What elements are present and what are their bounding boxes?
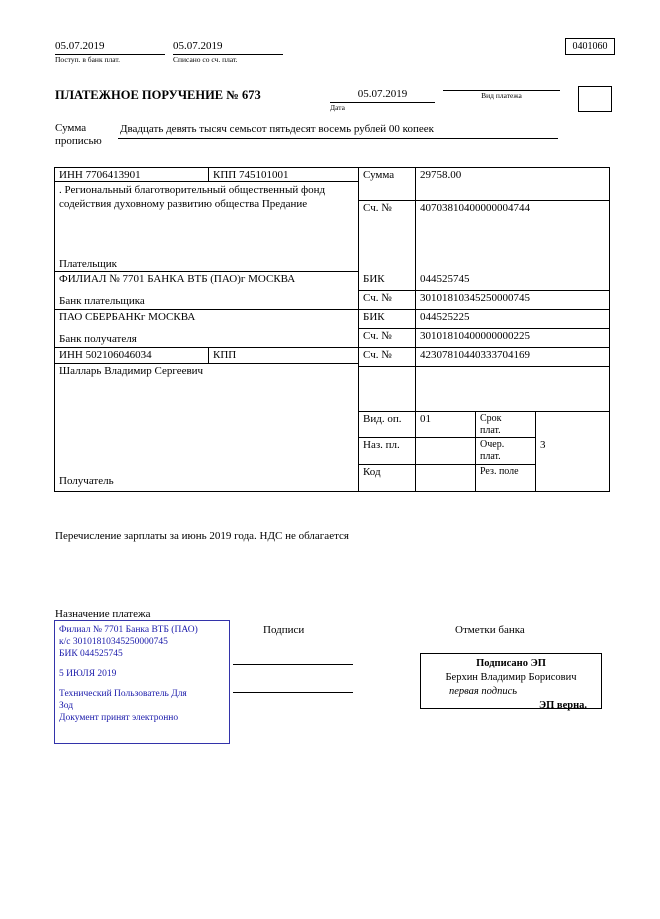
doc-date-block	[330, 88, 435, 112]
payee-bank-caption-cell	[54, 332, 358, 348]
payee-bik-label: БИК	[363, 311, 385, 323]
payee-caption: Получатель	[59, 475, 114, 487]
spacer-left-2	[358, 367, 416, 411]
received-date-value: 05.07.2019	[55, 40, 105, 52]
payer-bik-value: 044525745	[420, 273, 470, 285]
payee-inn-cell	[54, 348, 208, 364]
form-code-box: 0401060	[565, 38, 615, 55]
purpose-code-value-cell	[416, 438, 476, 465]
payee-bank-caption: Банк получателя	[59, 333, 137, 345]
payee-account-value: 42307810440333704169	[420, 349, 530, 361]
code-value-cell	[416, 465, 476, 492]
payee-account-label-cell	[358, 348, 416, 367]
op-type-value: 01	[420, 413, 431, 425]
queue-value-cell	[536, 438, 610, 465]
amount-value: 29758.00	[420, 169, 462, 181]
amount-words-underline	[118, 138, 558, 139]
stamp-line-3: БИК 044525745	[59, 649, 123, 659]
signatures-label: Подписи	[263, 624, 305, 636]
code-label-cell	[358, 465, 416, 492]
payee-name-value: Шалларь Владимир Сергеевич	[59, 365, 204, 377]
doc-date-label: Дата	[330, 103, 345, 112]
payee-bik-value: 044525225	[420, 311, 470, 323]
op-type-label: Вид. оп.	[363, 413, 402, 425]
payer-bank-caption: Банк плательщика	[59, 295, 145, 307]
payer-caption-cell	[54, 257, 358, 272]
payer-account-value-cell	[416, 200, 610, 222]
term-label-l1: Срок	[480, 413, 502, 424]
spacer-right-2	[416, 367, 610, 411]
term-value-cell	[536, 411, 610, 438]
payer-account-label-cell	[358, 200, 416, 222]
payer-bik-label: БИК	[363, 273, 385, 285]
payer-inn-value: 7706413901	[85, 169, 141, 181]
signature-line-2	[233, 692, 353, 693]
purpose-code-label-cell	[358, 438, 416, 465]
amount-label: Сумма	[363, 169, 395, 181]
amount-words-label-l1: Сумма	[55, 122, 87, 134]
ep-line-1: Подписано ЭП	[476, 658, 546, 669]
purpose-label: Назначение платежа	[55, 608, 151, 620]
op-type-label-cell	[358, 411, 416, 438]
pay-type-label: Вид платежа	[481, 91, 522, 100]
ep-line-2: Берхин Владимир Борисович	[445, 672, 577, 683]
payee-corr-label-cell	[358, 329, 416, 348]
amount-words-label-l2: прописью	[55, 135, 102, 147]
payer-corr-value-cell	[416, 291, 610, 310]
queue-label-l1: Очер.	[480, 439, 505, 450]
payer-corr-value: 30101810345250000745	[420, 292, 530, 304]
payee-kpp-cell	[208, 348, 358, 364]
payer-inn-label: ИНН	[59, 169, 83, 181]
spacer-left-1	[358, 222, 416, 272]
payee-caption-cell	[54, 474, 358, 492]
payee-corr-value-cell	[416, 329, 610, 348]
spacer-right-1	[416, 222, 610, 272]
payer-account-value: 40703810400000004744	[420, 202, 530, 214]
payee-name-cell	[54, 364, 358, 474]
bank-marks-label: Отметки банка	[455, 624, 525, 636]
queue-label-cell	[476, 438, 536, 465]
amount-words-label	[55, 122, 115, 148]
writtenoff-date-block	[173, 40, 283, 64]
payer-kpp-label: КПП	[213, 169, 237, 181]
payee-bik-value-cell	[416, 310, 610, 329]
payee-inn-label: ИНН	[59, 349, 83, 361]
payee-bik-label-cell	[358, 310, 416, 329]
payer-inn-cell	[54, 167, 208, 182]
term-label-l2: плат.	[480, 425, 501, 436]
electronic-signature-box	[420, 653, 602, 709]
payee-account-label: Сч. №	[363, 349, 392, 361]
doc-date-value: 05.07.2019	[357, 88, 408, 100]
stamp-line-4: 5 ИЮЛЯ 2019	[59, 669, 117, 679]
queue-label-l2: плат.	[480, 451, 501, 462]
stamp-line-1: Филиал № 7701 Банка ВТБ (ПАО)	[59, 625, 198, 635]
queue-value: 3	[540, 439, 546, 451]
amount-value-cell	[416, 167, 610, 200]
payer-bik-label-cell	[358, 272, 416, 291]
payee-corr-value: 30101810400000000225	[420, 330, 530, 342]
reserve-value-cell	[536, 465, 610, 492]
payer-corr-label: Сч. №	[363, 292, 392, 304]
amount-words-value: Двадцать девять тысяч семьсот пятьдесят восемь рублей 00 копеек	[120, 123, 434, 135]
payer-caption: Плательщик	[59, 258, 117, 270]
payee-bank-name-cell	[54, 310, 358, 332]
code-label: Код	[363, 466, 381, 478]
pay-type-block	[443, 88, 560, 100]
amount-label-cell	[358, 167, 416, 200]
ep-line-3: первая подпись	[449, 686, 518, 697]
writtenoff-date-value: 05.07.2019	[173, 40, 223, 52]
signature-line-1	[233, 664, 353, 665]
payer-bank-name-value: ФИЛИАЛ № 7701 БАНКА ВТБ (ПАО)г МОСКВА	[59, 273, 296, 285]
payee-kpp-label: КПП	[213, 349, 237, 361]
purpose-text: Перечисление зарплаты за июнь 2019 года. НДС не облагается	[55, 530, 349, 542]
payee-account-value-cell	[416, 348, 610, 367]
purpose-code-label: Наз. пл.	[363, 439, 400, 451]
received-date-block	[55, 40, 165, 64]
payer-name-cell	[54, 182, 358, 257]
payer-kpp-cell	[208, 167, 358, 182]
ep-line-4: ЭП верна.	[538, 700, 587, 711]
payer-kpp-value: 745101001	[238, 169, 289, 181]
payer-bank-caption-cell	[54, 294, 358, 310]
payer-corr-label-cell	[358, 291, 416, 310]
reserve-label-cell	[476, 465, 536, 492]
stamp-line-2: к/с 30101810345250000745	[59, 637, 168, 647]
page-title: ПЛАТЕЖНОЕ ПОРУЧЕНИЕ № 673	[55, 88, 261, 102]
op-type-value-cell	[416, 411, 476, 438]
payer-account-label: Сч. №	[363, 202, 392, 214]
payer-bank-name-cell	[54, 272, 358, 294]
stamp-line-5: Технический Пользователь Для	[59, 689, 187, 699]
bank-stamp	[54, 620, 230, 744]
reserve-label: Рез. поле	[480, 466, 519, 477]
payer-bik-value-cell	[416, 272, 610, 291]
stamp-line-7: Документ принят электронно	[59, 713, 179, 723]
pay-type-code-box	[578, 86, 612, 112]
payer-name-value: . Региональный благотворительный общественный фонд содействия духовному развитию общества Предание	[59, 184, 326, 210]
stamp-line-6: Зод	[59, 701, 74, 711]
writtenoff-date-label: Списано со сч. плат.	[173, 55, 238, 64]
term-label-cell	[476, 411, 536, 438]
payee-bank-name-value: ПАО СБЕРБАНКг МОСКВА	[59, 311, 196, 323]
payee-inn-value: 502106046034	[85, 349, 152, 361]
received-date-label: Поступ. в банк плат.	[55, 55, 120, 64]
payee-corr-label: Сч. №	[363, 330, 392, 342]
